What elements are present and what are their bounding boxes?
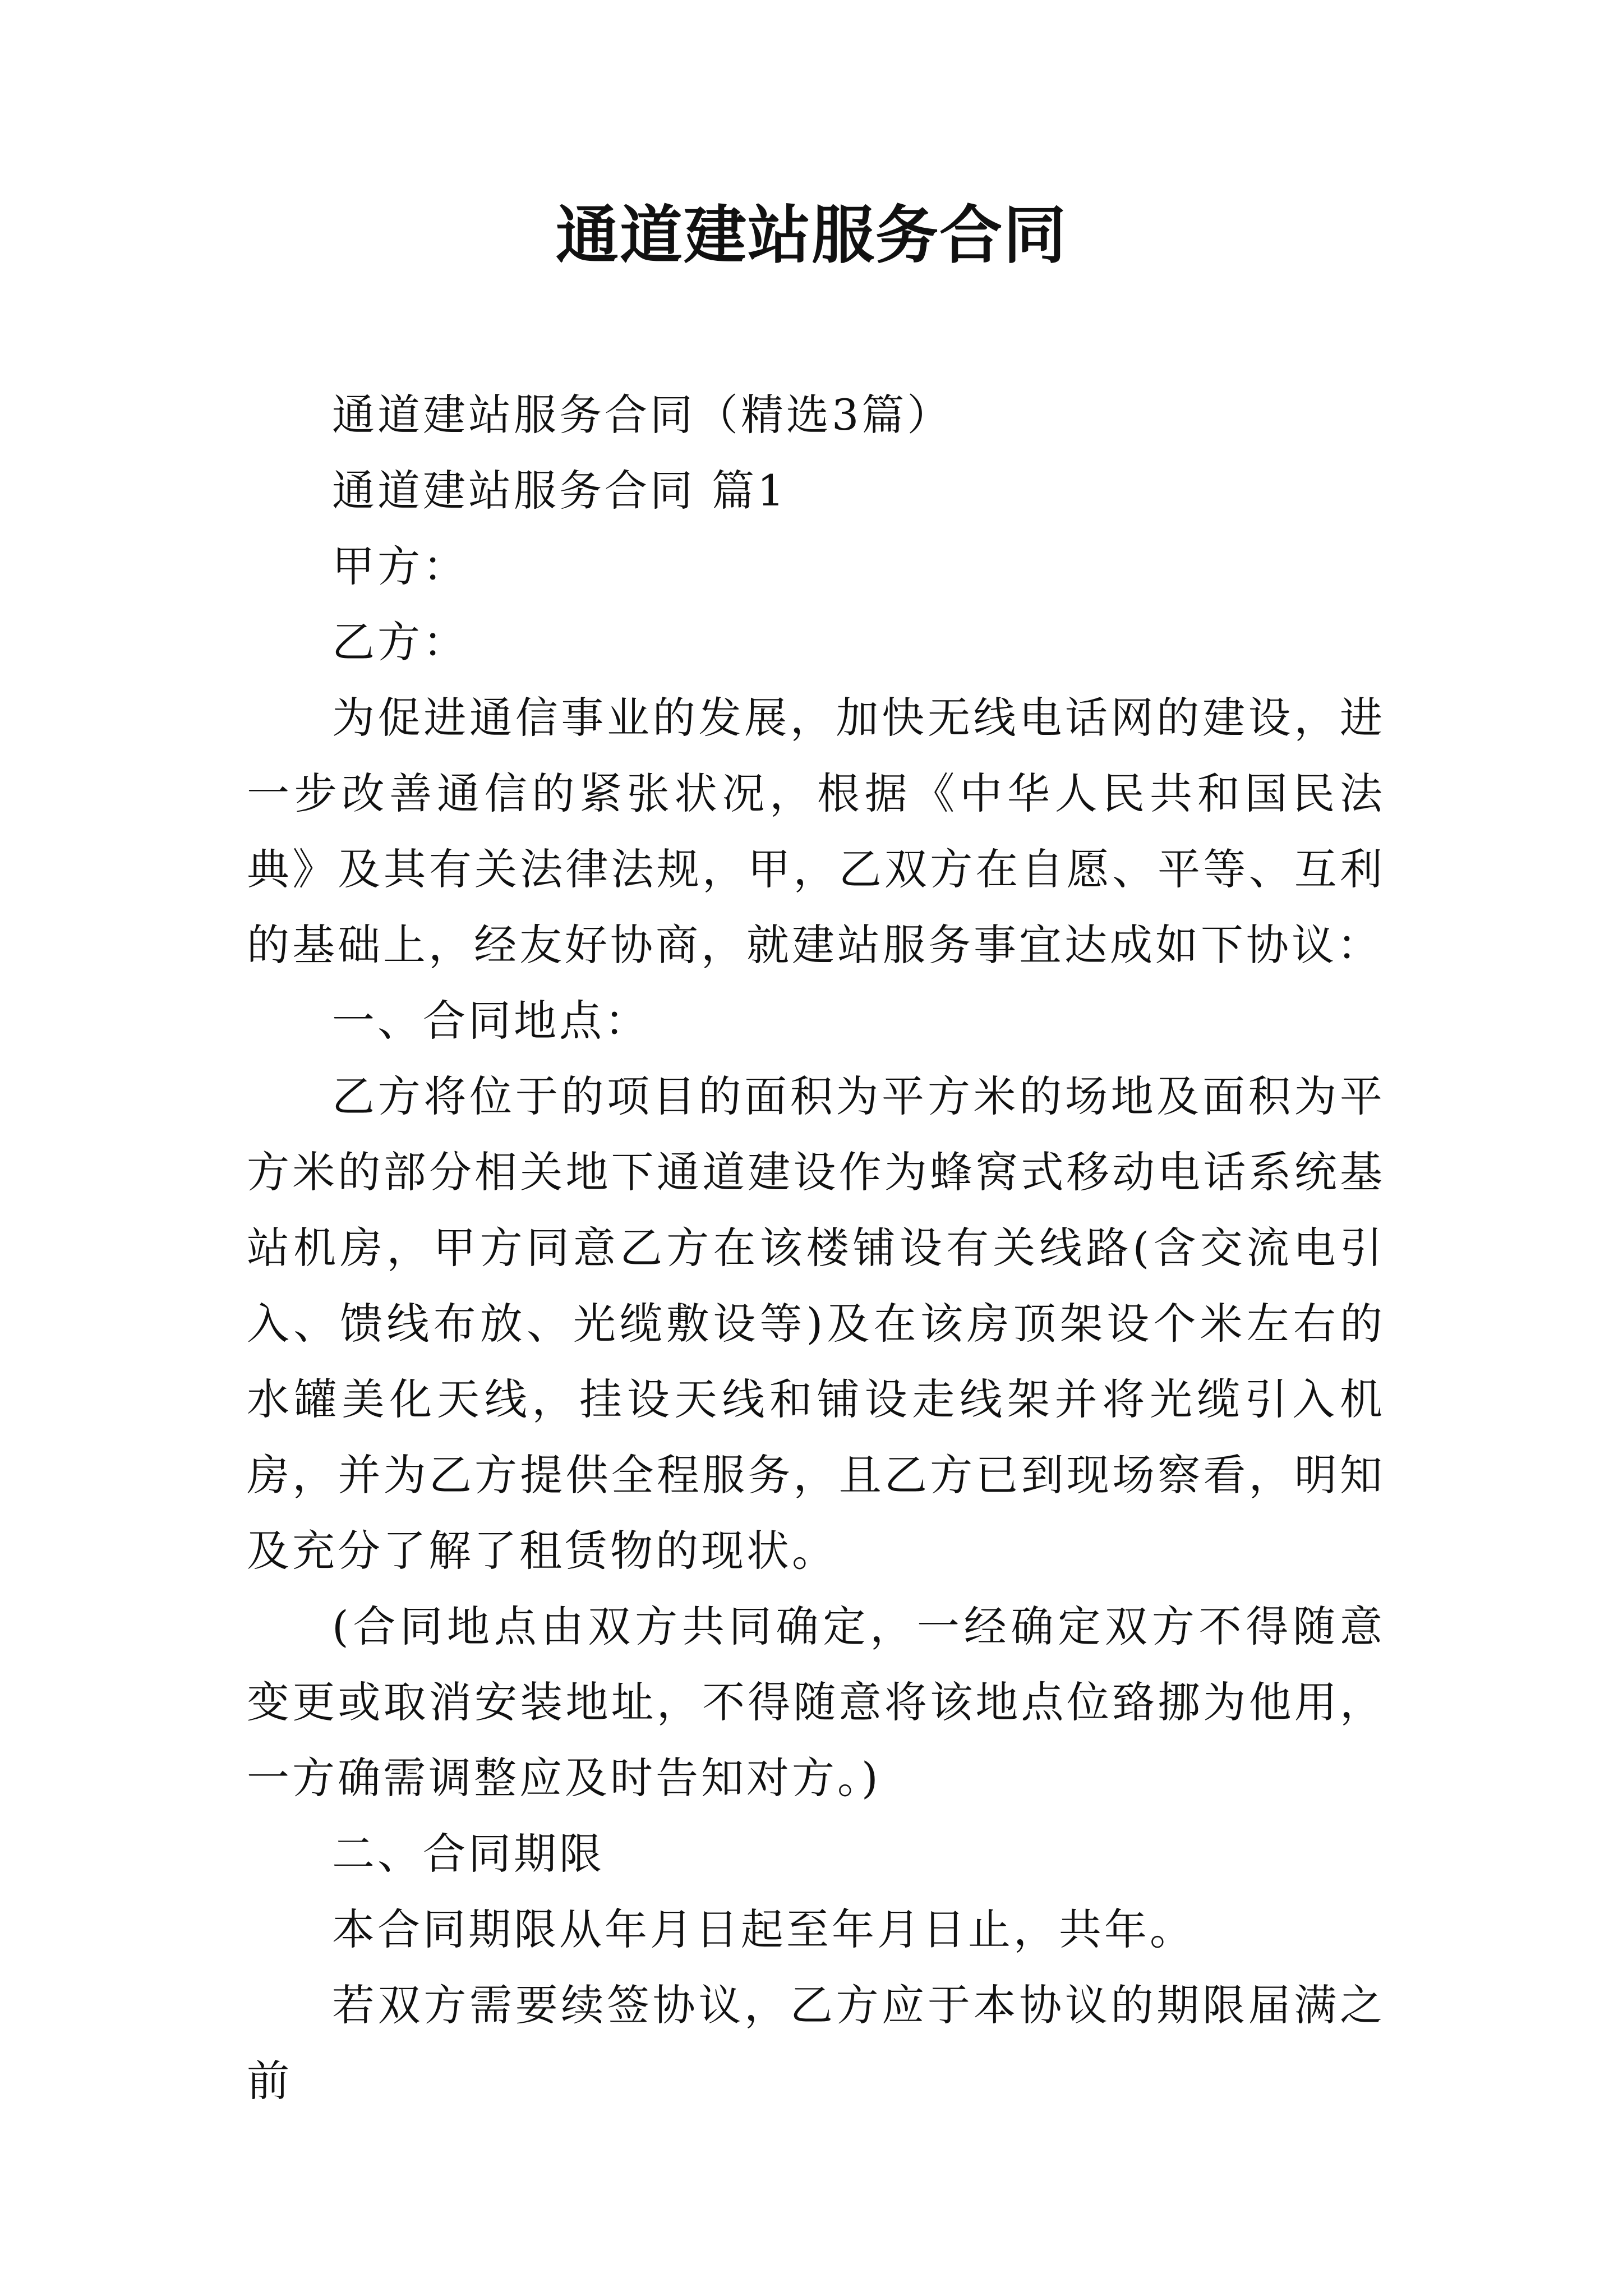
term-paragraph: 本合同期限从年月日起至年月日止，共年。 [332, 1904, 1195, 1954]
subtitle-selection: 通道建站服务合同（精选3篇） [332, 390, 953, 440]
preamble-paragraph: 为促进通信事业的发展，加快无线电话网的建设，进一步改善通信的紧张状况，根据《中华人民共和国民法典》及其有关法律法规，甲，乙双方在自愿、平等、互利的基础上，经友好协商，就建站服务事宜达成如下协议： [247, 693, 1385, 970]
document-title: 通道建站服务合同 [556, 199, 1067, 272]
document-body [247, 377, 1385, 2119]
party-b-line: 乙方： [332, 617, 468, 667]
section-heading-part1: 通道建站服务合同 篇1 [332, 466, 787, 516]
renewal-paragraph: 若双方需要续签协议，乙方应于本协议的期限届满之前 [247, 1980, 1385, 2106]
clause-heading-location: 一、合同地点： [332, 996, 650, 1046]
party-a-line: 甲方： [332, 541, 468, 591]
location-paragraph: 乙方将位于的项目的面积为平方米的场地及面积为平方米的部分相关地下通道建设作为蜂窝式移动电话系统基站机房，甲方同意乙方在该楼铺设有关线路(含交流电引入、馈线布放、光缆敷设等)及在该房顶架设个米左右的水罐美化天线，挂设天线和铺设走线架并将光缆引入机房，并为乙方提供全程服务，且乙方已到现场察看，明知及充分了解了租赁物的现状。 [247, 1071, 1385, 1576]
location-note-paragraph: (合同地点由双方共同确定，一经确定双方不得随意变更或取消安装地址，不得随意将该地点位臵挪为他用，一方确需调整应及时告知对方。) [247, 1602, 1385, 1803]
clause-heading-term: 二、合同期限 [332, 1829, 605, 1879]
